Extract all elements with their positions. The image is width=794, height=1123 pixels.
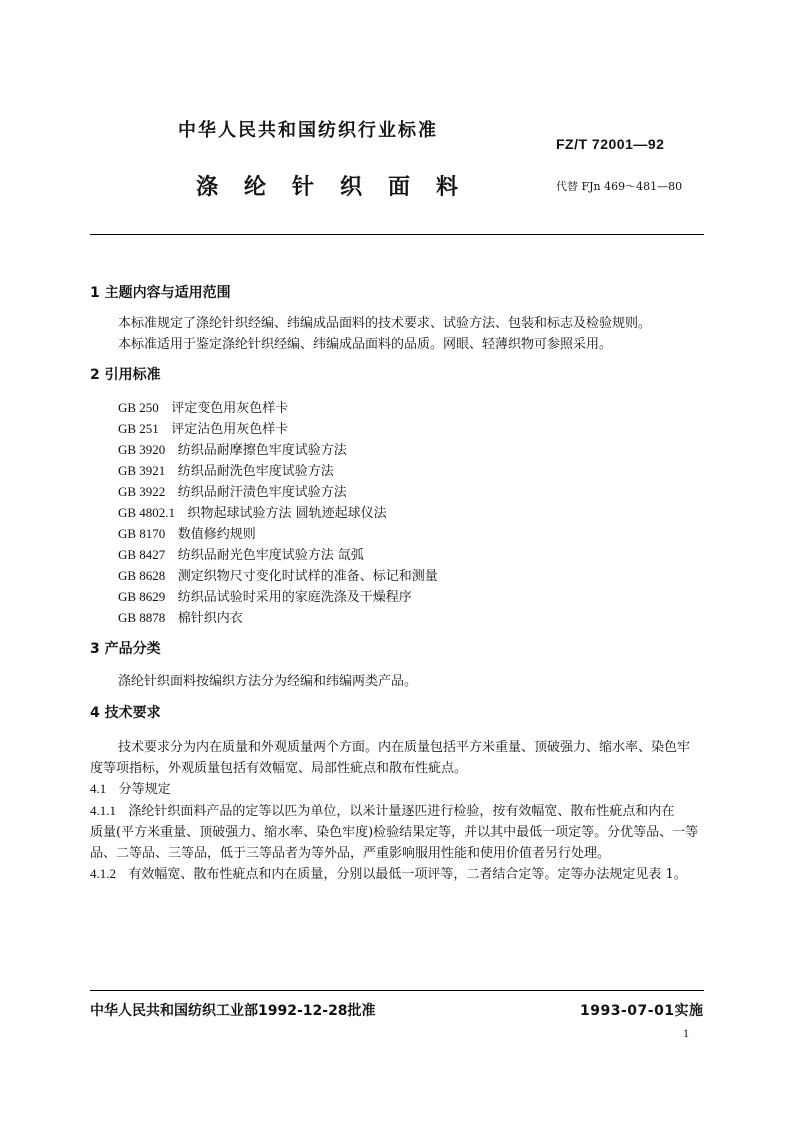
reference-title: 纺织品耐洗色牢度试验方法 — [177, 464, 334, 479]
header-divider — [90, 234, 704, 235]
section-1-paragraph-1: 本标准规定了涤纶针织经编、纬编成品面料的技术要求、试验方法、包装和标志及检验规则。 — [118, 316, 652, 331]
clause-number: 4.1 — [90, 781, 107, 796]
reference-title: 织物起球试验方法 圆轨迹起球仪法 — [187, 506, 387, 521]
reference-title: 棉针织内衣 — [177, 611, 243, 626]
reference-item — [118, 481, 347, 500]
reference-code: GB 3921 — [118, 463, 166, 478]
reference-code: GB 3922 — [118, 484, 166, 499]
footer-divider — [90, 990, 704, 991]
clause-4-1-1-line-2: 质量(平方米重量、顶破强力、缩水率、染色牢度)检验结果定等，并以其中最低一项定等。分优等品、一等 — [90, 825, 699, 840]
clause-4-1 — [90, 778, 171, 797]
reference-item — [118, 523, 256, 542]
effective-date: 1993-07-01实施 — [580, 1003, 704, 1019]
reference-code: GB 250 — [118, 400, 159, 415]
reference-item — [118, 418, 288, 437]
page-number: 1 — [683, 1026, 689, 1040]
section-2-heading: 2 引用标准 — [90, 367, 161, 383]
clause-text: 有效幅宽、散布性疵点和内在质量，分别以最低一项评等，二者结合定等。定等办法规定见表 1。 — [128, 867, 687, 882]
reference-code: GB 3920 — [118, 442, 166, 457]
reference-title: 纺织品试验时采用的家庭洗涤及干燥程序 — [177, 590, 412, 605]
reference-code: GB 8628 — [118, 568, 166, 583]
reference-item — [118, 460, 334, 479]
section-4-paragraph-line-2: 度等项指标，外观质量包括有效幅宽、局部性疵点和散布性疵点。 — [90, 761, 468, 776]
reference-title: 纺织品耐汗渍色牢度试验方法 — [177, 485, 347, 500]
reference-title: 测定织物尺寸变化时试样的准备、标记和测量 — [177, 569, 438, 584]
reference-item — [118, 397, 288, 416]
reference-title: 纺织品耐摩擦色牢度试验方法 — [177, 443, 347, 458]
section-4-heading: 4 技术要求 — [90, 705, 161, 721]
reference-code: GB 8878 — [118, 610, 166, 625]
reference-title: 评定沾色用灰色样卡 — [171, 422, 289, 437]
reference-item — [118, 565, 438, 584]
reference-item — [118, 502, 387, 521]
reference-code: GB 8170 — [118, 526, 166, 541]
reference-item — [118, 586, 412, 605]
clause-number: 4.1.1 — [90, 803, 116, 818]
section-3-paragraph: 涤纶针织面料按编织方法分为经编和纬编两类产品。 — [118, 674, 418, 689]
org-title: 中华人民共和国纺织行业标准 — [178, 120, 438, 141]
approval-statement: 中华人民共和国纺织工业部1992-12-28批准 — [90, 1003, 376, 1019]
reference-title: 数值修约规则 — [177, 527, 256, 542]
clause-4-1-2 — [90, 863, 687, 882]
reference-item — [118, 439, 347, 458]
clause-text: 涤纶针织面料产品的定等以匹为单位，以米计量逐匹进行检验，按有效幅宽、散布性疵点和内在 — [128, 804, 675, 819]
reference-item — [118, 544, 364, 563]
reference-item — [118, 607, 243, 626]
document-title: 涤纶针织面料 — [196, 175, 485, 200]
reference-code: GB 4802.1 — [118, 505, 176, 520]
reference-title: 纺织品耐光色牢度试验方法 氙弧 — [177, 548, 364, 563]
clause-number: 4.1.2 — [90, 866, 116, 881]
section-1-heading: 1 主题内容与适用范围 — [90, 285, 231, 301]
clause-title: 分等规定 — [118, 782, 171, 797]
section-1-paragraph-2: 本标准适用于鉴定涤纶针织经编、纬编成品面料的品质。网眼、轻薄织物可参照采用。 — [118, 337, 613, 352]
standard-number: FZ/T 72001—92 — [556, 136, 665, 152]
replaces-standard: 代替 FJn 469～481—80 — [556, 180, 683, 193]
reference-code: GB 251 — [118, 421, 159, 436]
reference-title: 评定变色用灰色样卡 — [171, 401, 289, 416]
clause-4-1-1-line-3: 品、二等品、三等品，低于三等品者为等外品，严重影响服用性能和使用价值者另行处理。 — [90, 846, 611, 861]
section-3-heading: 3 产品分类 — [90, 641, 161, 657]
reference-code: GB 8427 — [118, 547, 166, 562]
clause-4-1-1-line-1 — [90, 800, 674, 819]
section-4-paragraph-line-1: 技术要求分为内在质量和外观质量两个方面。内在质量包括平方米重量、顶破强力、缩水率、染色牢 — [118, 740, 691, 755]
reference-code: GB 8629 — [118, 589, 166, 604]
